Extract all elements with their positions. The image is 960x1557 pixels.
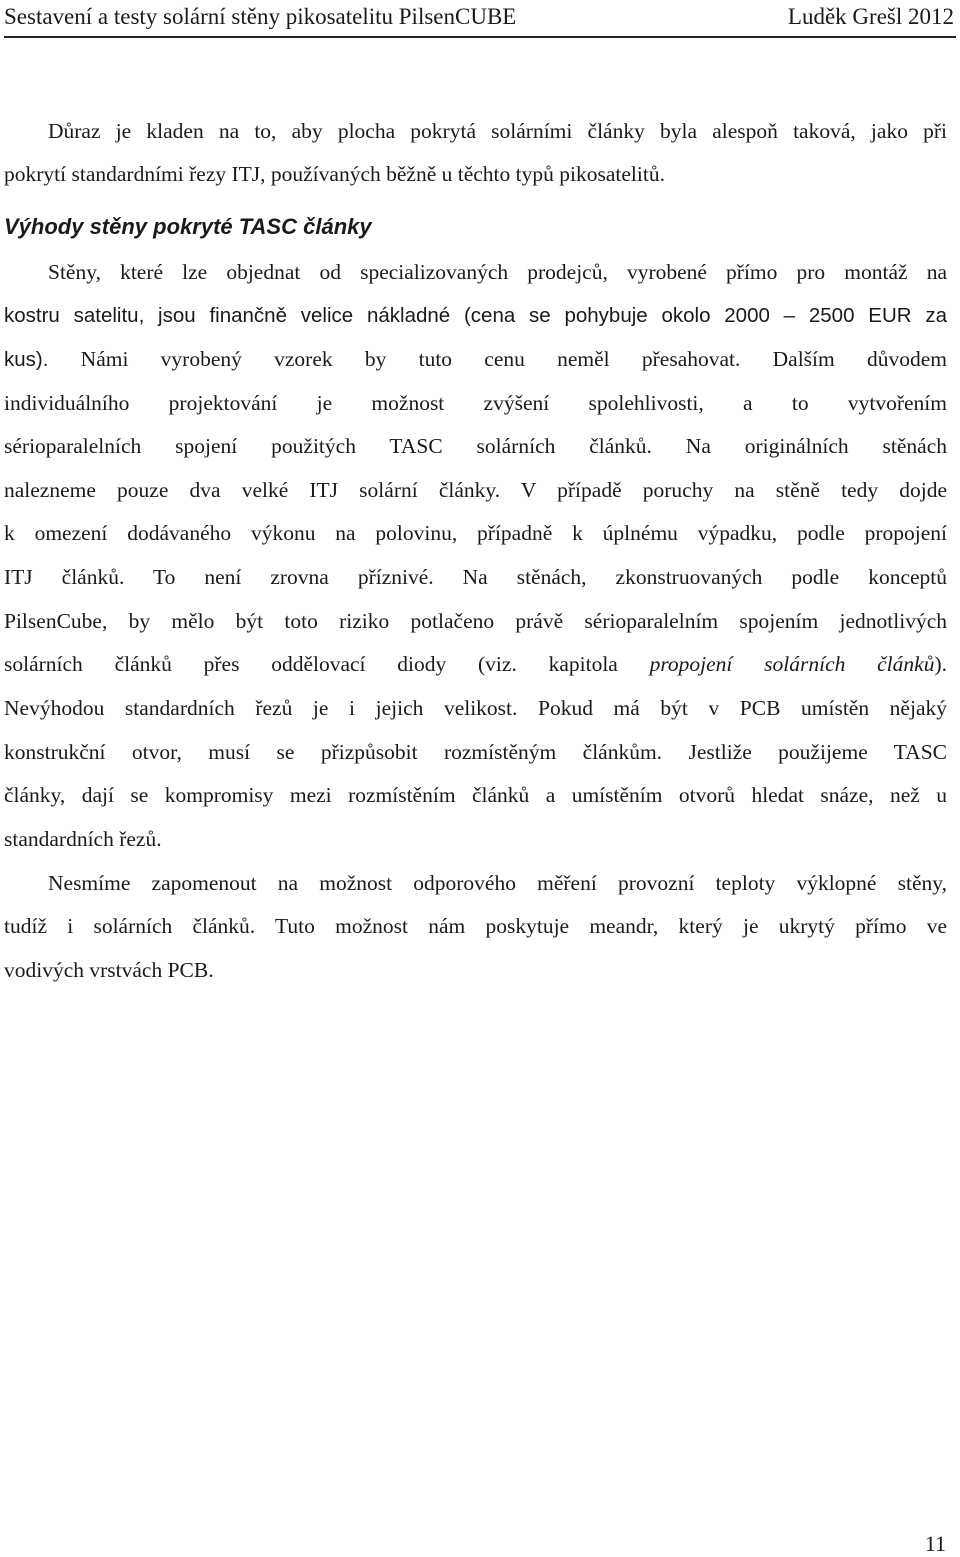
page-number: 11 [924, 1531, 946, 1556]
paragraph-2-line-3 [4, 344, 947, 375]
paragraph-2-line-6: nalezneme pouze dva velké ITJ solární články. V případě poruchy na stěně tedy dojde [4, 478, 947, 502]
paragraph-2-line-9: PilsenCube, by mělo být toto riziko potlačeno právě sérioparalelním spojením jednotlivých [4, 609, 947, 633]
paragraph-2-line-3-sans: kus). [4, 348, 49, 371]
paragraph-3-line-1: Nesmíme zapomenout na možnost odporového měření provozní teploty výklopné stěny, [48, 871, 947, 895]
paragraph-2-line-7: k omezení dodávaného výkonu na polovinu, případně k úplnému výpadku, podle propojení [4, 521, 947, 545]
paragraph-2-line-10-pre: solárních článků přes oddělovací diody (viz. kapitola [4, 652, 650, 676]
header-title: Sestavení a testy solární stěny pikosatelitu PilsenCUBE [4, 4, 517, 29]
paragraph-3-line-3: vodivých vrstvách PCB. [4, 958, 214, 982]
paragraph-2-line-11: Nevýhodou standardních řezů je i jejich velikost. Pokud má být v PCB umístěn nějaký [4, 696, 947, 720]
paragraph-2-line-8: ITJ článků. To není zrovna příznivé. Na stěnách, zkonstruovaných podle konceptů [4, 565, 947, 589]
paragraph-2-line-10 [4, 649, 947, 679]
paragraph-1-line-2: pokrytí standardními řezy ITJ, používaných běžně u těchto typů pikosatelitů. [4, 162, 665, 186]
paragraph-2-line-12: konstrukční otvor, musí se přizpůsobit rozmístěným článkům. Jestliže použijeme TASC [4, 740, 947, 764]
chapter-reference: propojení solárních článků [649, 652, 935, 676]
paragraph-2-line-2: kostru satelitu, jsou finančně velice nákladné (cena se pohybuje okolo 2000 – 2500 EUR za [4, 304, 947, 327]
paragraph-3-line-2: tudíž i solárních článků. Tuto možnost nám poskytuje meandr, který je ukrytý přímo ve [4, 914, 947, 938]
paragraph-2-line-5: sérioparalelních spojení použitých TASC solárních článků. Na originálních stěnách [4, 434, 947, 458]
paragraph-2-line-13: články, dají se kompromisy mezi rozmístěním článků a umístěním otvorů hledat snáze, než u [4, 783, 947, 807]
paragraph-2-line-14: standardních řezů. [4, 827, 162, 851]
header-author-year: Luděk Grešl 2012 [787, 4, 954, 29]
paragraph-2-line-1: Stěny, které lze objednat od specializovaných prodejců, vyrobené přímo pro montáž na [48, 260, 947, 284]
page-header [4, 0, 956, 38]
paragraph-2-line-3-serif: Námi vyrobený vzorek by tuto cenu neměl přesahovat. Dalším důvodem [48, 347, 947, 371]
paragraph-2-line-4: individuálního projektování je možnost zvýšení spolehlivosti, a to vytvořením [4, 391, 947, 415]
paragraph-1-line-1: Důraz je kladen na to, aby plocha pokrytá solárními články byla alespoň taková, jako při [48, 119, 947, 143]
paragraph-2-line-10-post: ). [934, 652, 947, 676]
section-heading: Výhody stěny pokryté TASC články [4, 214, 372, 239]
